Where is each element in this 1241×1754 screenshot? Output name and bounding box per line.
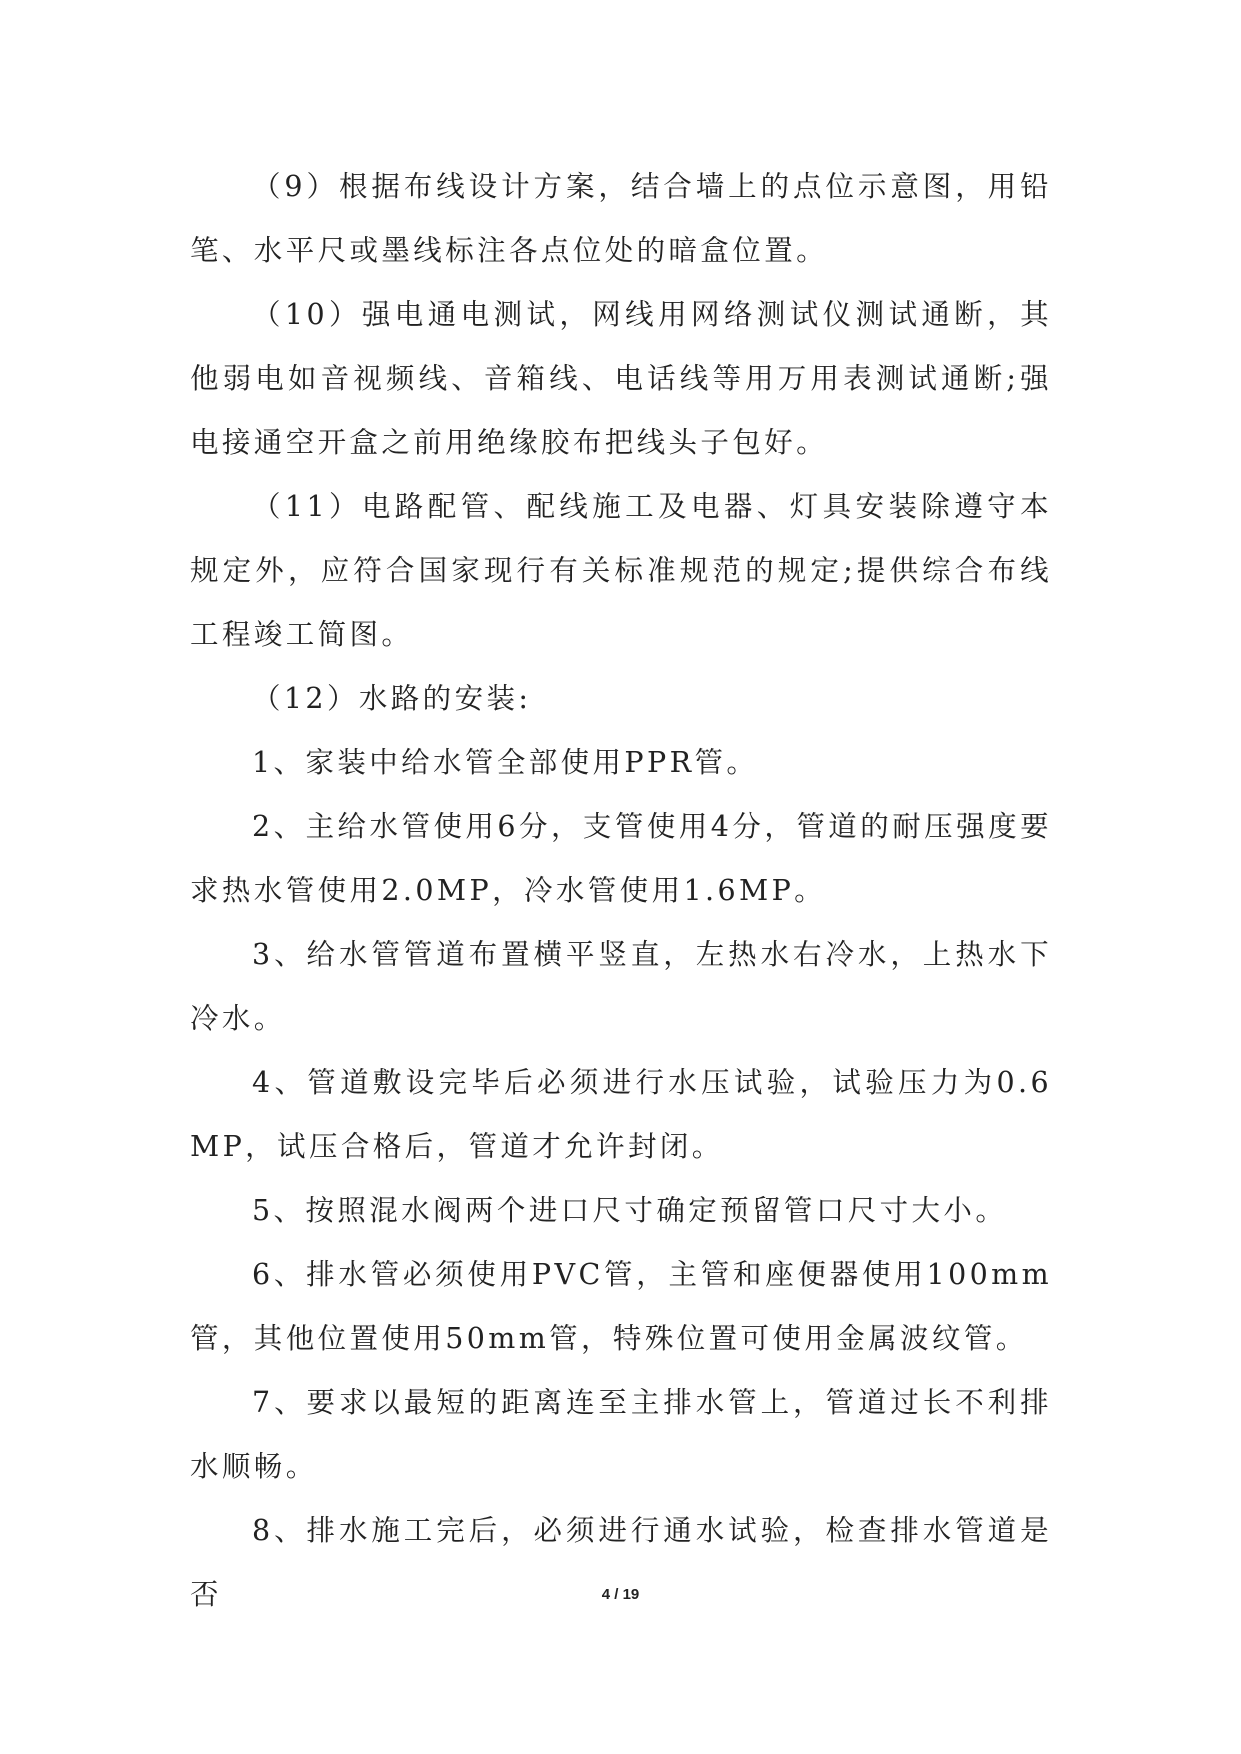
paragraph-item-4: 4、管道敷设完毕后必须进行水压试验，试验压力为0.6MP，试压合格后，管道才允许封闭。 — [190, 1066, 1052, 1163]
page-number: 4 / 19 — [601, 1586, 640, 1603]
paragraph-water-install-heading: （12）水路的安装: — [252, 682, 532, 715]
document-body — [190, 155, 1052, 1627]
paragraph-wiring-layout: （9）根据布线设计方案，结合墙上的点位示意图，用铅笔、水平尺或墨线标注各点位处的暗盒位置。 — [190, 170, 1052, 267]
paragraph-item-6: 6、排水管必须使用PVC管，主管和座便器使用100mm管，其他位置使用50mm管，特殊位置可使用金属波纹管。 — [190, 1258, 1052, 1355]
paragraph-power-test: （10）强电通电测试，网线用网络测试仪测试通断，其他弱电如音视频线、音箱线、电话线等用万用表测试通断;强电接通空开盒之前用绝缘胶布把线头子包好。 — [190, 298, 1052, 459]
paragraph-item-5: 5、按照混水阀两个进口尺寸确定预留管口尺寸大小。 — [252, 1194, 1008, 1227]
paragraph-item-1: 1、家装中给水管全部使用PPR管。 — [252, 746, 759, 779]
paragraph-item-8: 8、排水施工完后，必须进行通水试验，检查排水管道是否 — [190, 1514, 1052, 1611]
paragraph-electrical-standards: （11）电路配管、配线施工及电器、灯具安装除遵守本规定外，应符合国家现行有关标准规范的规定;提供综合布线工程竣工简图。 — [190, 490, 1052, 651]
paragraph-item-7: 7、要求以最短的距离连至主排水管上，管道过长不利排水顺畅。 — [190, 1386, 1052, 1483]
paragraph-item-2: 2、主给水管使用6分，支管使用4分，管道的耐压强度要求热水管使用2.0MP，冷水管使用1.6MP。 — [190, 810, 1052, 907]
paragraph-item-3: 3、给水管管道布置横平竖直，左热水右冷水，上热水下冷水。 — [190, 938, 1052, 1035]
